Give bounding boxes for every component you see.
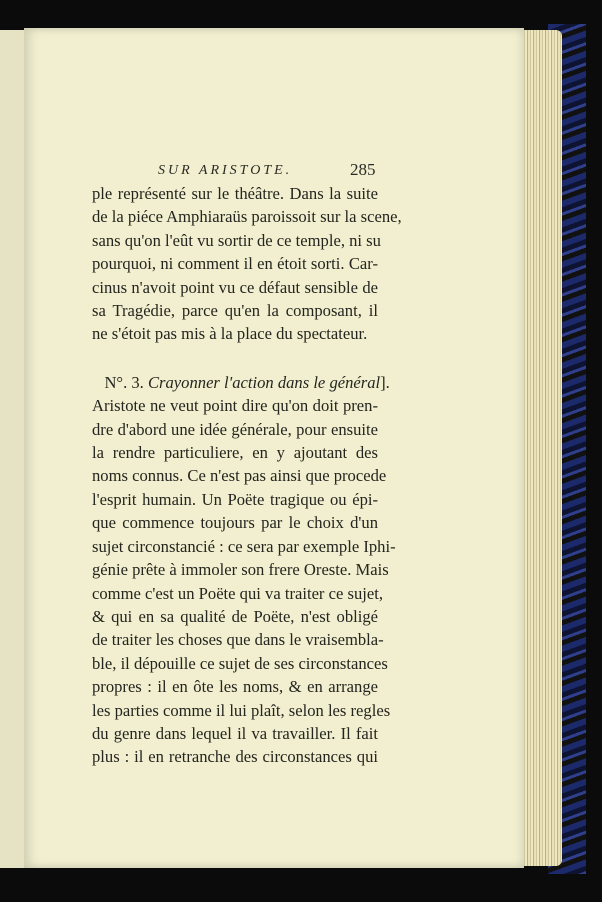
text-line: plus : il en retranche des circonstances qui bbox=[92, 747, 378, 767]
text-line: sans qu'on l'eût vu sortir de ce temple, ni su bbox=[92, 230, 381, 250]
text-line: l'esprit humain. Un Poëte tragique ou épi- bbox=[92, 489, 378, 509]
page-number: 285 bbox=[350, 160, 376, 179]
section-number: N°. 3. bbox=[104, 372, 144, 392]
text-line: comme c'est un Poëte qui va traiter ce sujet, bbox=[92, 583, 383, 603]
text-line: du genre dans lequel il va travailler. Il fait bbox=[92, 723, 378, 743]
text-line: ple représenté sur le théâtre. Dans la suite bbox=[92, 184, 378, 203]
text-line: la rendre particuliere, en y ajoutant des bbox=[92, 443, 378, 463]
text-line: cinus n'avoit point vu ce défaut sensible de bbox=[92, 277, 378, 297]
text-line: sujet circonstancié : ce sera par exemple Iphi- bbox=[92, 536, 396, 556]
text-line: ne s'étoit pas mis à la place du spectateur. bbox=[92, 324, 368, 344]
running-title: SUR ARISTOTE. bbox=[158, 163, 293, 178]
text-line: génie prête à immoler son frere Oreste. Mais bbox=[92, 560, 389, 580]
text-line: noms connus. Ce n'est pas ainsi que procede bbox=[92, 466, 387, 486]
section-title: Crayonner l'action dans le général bbox=[147, 372, 381, 392]
page-text bbox=[92, 182, 402, 769]
text-line: sa Tragédie, parce qu'en la composant, il bbox=[92, 301, 378, 321]
text-line: ble, il dépouille ce sujet de ses circonstances bbox=[92, 653, 388, 673]
text-line: & qui en sa qualité de Poëte, n'est obligé bbox=[92, 606, 378, 626]
text-line: propres : il en ôte les noms, & en arrange bbox=[92, 677, 378, 697]
section-heading-line bbox=[92, 371, 390, 394]
text-line: de la piéce Amphiaraüs paroissoit sur la scene, bbox=[92, 207, 402, 227]
left-page-edge bbox=[0, 30, 26, 868]
text-line: que commence toujours par le choix d'un bbox=[92, 513, 378, 533]
text-line: Aristote ne veut point dire qu'on doit pren- bbox=[92, 396, 378, 416]
text-line: les parties comme il lui plaît, selon les regles bbox=[92, 700, 391, 720]
text-line: pourquoi, ni comment il en étoit sorti. Car- bbox=[92, 254, 378, 274]
section-title-tail: ]. bbox=[380, 372, 390, 392]
text-line: de traiter les choses que dans le vraisembla- bbox=[92, 630, 384, 650]
text-line: dre d'abord une idée générale, pour ensuite bbox=[92, 419, 378, 439]
